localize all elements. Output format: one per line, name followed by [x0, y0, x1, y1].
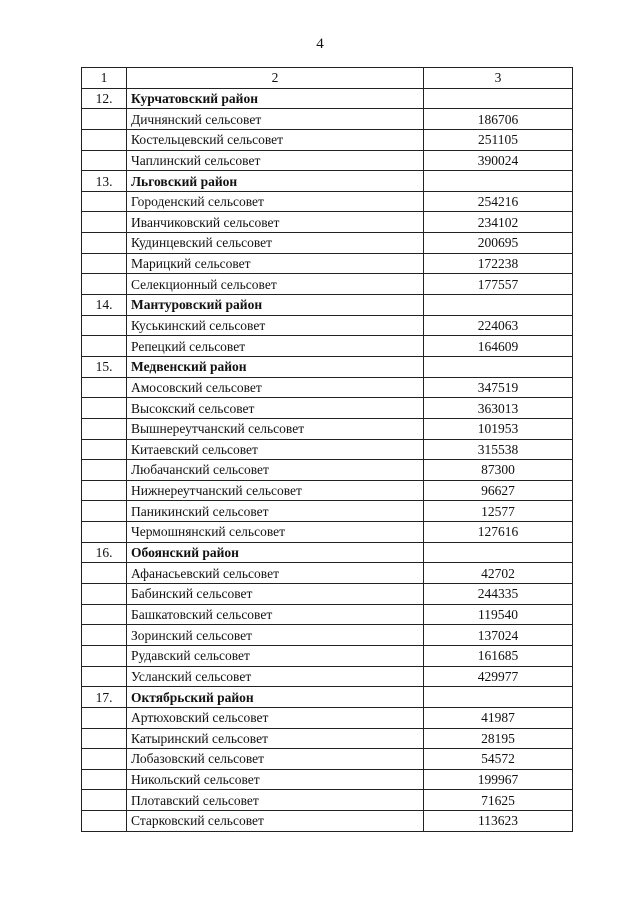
table-row [82, 522, 573, 543]
council-name-cell: Вышнереутчанский сельсовет [127, 418, 424, 439]
district-name-cell: Льговский район [127, 171, 424, 192]
value-cell: 199967 [424, 769, 573, 790]
value-cell [424, 356, 573, 377]
council-name-cell: Башкатовский сельсовет [127, 604, 424, 625]
council-name-cell: Амосовский сельсовет [127, 377, 424, 398]
council-name-cell: Иванчиковский сельсовет [127, 212, 424, 233]
table-row [82, 439, 573, 460]
row-number-cell [82, 398, 127, 419]
council-name-cell: Рудавский сельсовет [127, 645, 424, 666]
council-name-cell: Зоринский сельсовет [127, 625, 424, 646]
value-cell [424, 88, 573, 109]
value-cell: 137024 [424, 625, 573, 646]
district-row [82, 88, 573, 109]
value-cell: 234102 [424, 212, 573, 233]
row-number-cell: 15. [82, 356, 127, 377]
table-row [82, 604, 573, 625]
council-name-cell: Репецкий сельсовет [127, 336, 424, 357]
row-number-cell [82, 336, 127, 357]
row-number-cell [82, 811, 127, 832]
council-name-cell: Афанасьевский сельсовет [127, 563, 424, 584]
table-row [82, 769, 573, 790]
council-name-cell: Артюховский сельсовет [127, 707, 424, 728]
row-number-cell [82, 129, 127, 150]
value-cell: 119540 [424, 604, 573, 625]
row-number-cell [82, 480, 127, 501]
council-name-cell: Городенский сельсовет [127, 191, 424, 212]
value-cell: 161685 [424, 645, 573, 666]
row-number-cell [82, 790, 127, 811]
table-row [82, 707, 573, 728]
value-cell [424, 542, 573, 563]
table-row [82, 584, 573, 605]
district-name-cell: Медвенский район [127, 356, 424, 377]
row-number-cell [82, 625, 127, 646]
value-cell: 113623 [424, 811, 573, 832]
row-number-cell [82, 645, 127, 666]
value-cell: 244335 [424, 584, 573, 605]
row-number-cell [82, 769, 127, 790]
district-row [82, 295, 573, 316]
table-row [82, 315, 573, 336]
row-number-cell [82, 604, 127, 625]
table-row [82, 480, 573, 501]
council-name-cell: Усланский сельсовет [127, 666, 424, 687]
value-cell: 12577 [424, 501, 573, 522]
table-row [82, 212, 573, 233]
row-number-cell: 12. [82, 88, 127, 109]
council-name-cell: Чаплинский сельсовет [127, 150, 424, 171]
value-cell: 186706 [424, 109, 573, 130]
value-cell: 96627 [424, 480, 573, 501]
value-cell: 41987 [424, 707, 573, 728]
value-cell: 177557 [424, 274, 573, 295]
value-cell: 390024 [424, 150, 573, 171]
table-row [82, 460, 573, 481]
table-row [82, 150, 573, 171]
row-number-cell [82, 418, 127, 439]
column-header-3: 3 [424, 68, 573, 89]
table-row [82, 418, 573, 439]
council-name-cell: Китаевский сельсовет [127, 439, 424, 460]
value-cell: 71625 [424, 790, 573, 811]
row-number-cell [82, 563, 127, 584]
council-name-cell: Кудинцевский сельсовет [127, 233, 424, 254]
council-name-cell: Старковский сельсовет [127, 811, 424, 832]
council-name-cell: Куськинский сельсовет [127, 315, 424, 336]
page-number: 4 [316, 36, 324, 52]
table-row [82, 645, 573, 666]
value-cell: 87300 [424, 460, 573, 481]
council-name-cell: Дичнянский сельсовет [127, 109, 424, 130]
table-row [82, 728, 573, 749]
value-cell: 42702 [424, 563, 573, 584]
council-name-cell: Чермошнянский сельсовет [127, 522, 424, 543]
value-cell: 224063 [424, 315, 573, 336]
table-row [82, 109, 573, 130]
row-number-cell [82, 191, 127, 212]
council-name-cell: Селекционный сельсовет [127, 274, 424, 295]
district-name-cell: Мантуровский район [127, 295, 424, 316]
table-row [82, 811, 573, 832]
district-row [82, 356, 573, 377]
council-name-cell: Высокский сельсовет [127, 398, 424, 419]
row-number-cell [82, 233, 127, 254]
table-row [82, 191, 573, 212]
value-cell: 254216 [424, 191, 573, 212]
council-name-cell: Плотавский сельсовет [127, 790, 424, 811]
row-number-cell [82, 501, 127, 522]
district-row [82, 542, 573, 563]
budget-table [81, 67, 573, 832]
council-name-cell: Костельцевский сельсовет [127, 129, 424, 150]
table-row [82, 377, 573, 398]
row-number-cell: 14. [82, 295, 127, 316]
district-name-cell: Обоянский район [127, 542, 424, 563]
column-header-2: 2 [127, 68, 424, 89]
value-cell [424, 687, 573, 708]
value-cell: 429977 [424, 666, 573, 687]
row-number-cell: 13. [82, 171, 127, 192]
table-row [82, 666, 573, 687]
row-number-cell [82, 377, 127, 398]
row-number-cell [82, 439, 127, 460]
column-header-1: 1 [82, 68, 127, 89]
council-name-cell: Бабинский сельсовет [127, 584, 424, 605]
table-body [82, 88, 573, 831]
table-row [82, 336, 573, 357]
row-number-cell [82, 460, 127, 481]
table-row [82, 790, 573, 811]
district-row [82, 687, 573, 708]
table-row [82, 129, 573, 150]
council-name-cell: Нижнереутчанский сельсовет [127, 480, 424, 501]
value-cell: 164609 [424, 336, 573, 357]
row-number-cell [82, 728, 127, 749]
table-row [82, 625, 573, 646]
value-cell [424, 171, 573, 192]
value-cell: 28195 [424, 728, 573, 749]
row-number-cell [82, 584, 127, 605]
header-row [82, 68, 573, 89]
value-cell: 251105 [424, 129, 573, 150]
table-row [82, 233, 573, 254]
row-number-cell [82, 707, 127, 728]
row-number-cell: 16. [82, 542, 127, 563]
value-cell: 200695 [424, 233, 573, 254]
council-name-cell: Марицкий сельсовет [127, 253, 424, 274]
row-number-cell: 17. [82, 687, 127, 708]
row-number-cell [82, 253, 127, 274]
value-cell: 315538 [424, 439, 573, 460]
table-row [82, 563, 573, 584]
row-number-cell [82, 150, 127, 171]
row-number-cell [82, 274, 127, 295]
council-name-cell: Любачанский сельсовет [127, 460, 424, 481]
table-row [82, 253, 573, 274]
row-number-cell [82, 666, 127, 687]
table-row [82, 398, 573, 419]
council-name-cell: Паникинский сельсовет [127, 501, 424, 522]
council-name-cell: Катыринский сельсовет [127, 728, 424, 749]
value-cell: 54572 [424, 749, 573, 770]
value-cell: 101953 [424, 418, 573, 439]
row-number-cell [82, 109, 127, 130]
council-name-cell: Никольский сельсовет [127, 769, 424, 790]
row-number-cell [82, 212, 127, 233]
row-number-cell [82, 315, 127, 336]
council-name-cell: Лобазовский сельсовет [127, 749, 424, 770]
table-row [82, 274, 573, 295]
value-cell: 363013 [424, 398, 573, 419]
district-name-cell: Октябрьский район [127, 687, 424, 708]
district-name-cell: Курчатовский район [127, 88, 424, 109]
table-row [82, 501, 573, 522]
table-row [82, 749, 573, 770]
value-cell [424, 295, 573, 316]
district-row [82, 171, 573, 192]
value-cell: 347519 [424, 377, 573, 398]
value-cell: 127616 [424, 522, 573, 543]
value-cell: 172238 [424, 253, 573, 274]
row-number-cell [82, 522, 127, 543]
row-number-cell [82, 749, 127, 770]
